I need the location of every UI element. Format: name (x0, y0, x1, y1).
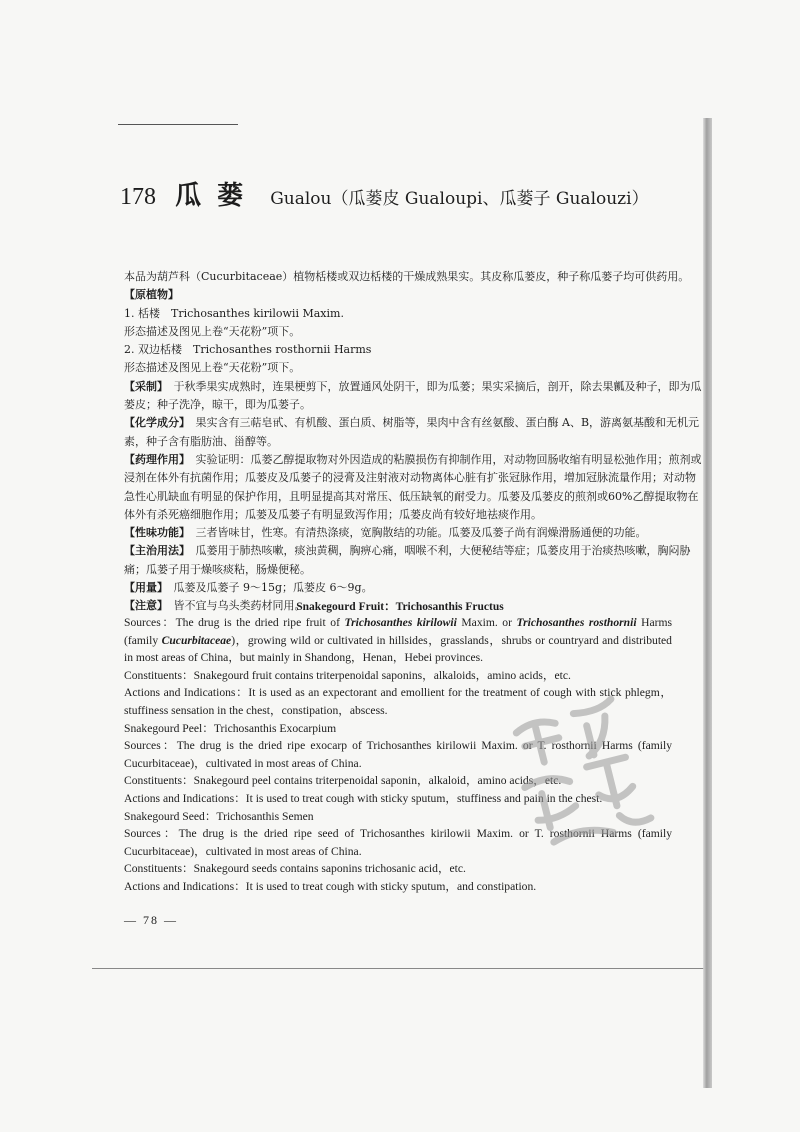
top-rule (118, 124, 238, 125)
en-sources-peel: Sources：The drug is the dried ripe exocarp of Trichosanthes kirilowii Maxim. or T. rosthornii Harms (family Cucurbitaceae)，cultivated in most areas of China. (124, 739, 672, 770)
zh-nature-tag: 【性味功能】 (124, 526, 185, 540)
en-peel-title: Snakegourd Peel：Trichosanthis Exocarpium (124, 721, 337, 735)
page-number: — 78 — (124, 913, 178, 927)
zh-collect-text: 于秋季果实成熟时，连果梗剪下，放置通风处阴干，即为瓜蒌；果实采摘后，剖开，除去果瓤及种子，即为瓜蒌皮；种子洗净，晾干，即为瓜蒌子。 (124, 379, 702, 412)
zh-plant-tag: 【原植物】 (124, 288, 179, 302)
zh-intro: 本品为葫芦科（Cucurbitaceae）植物栝楼或双边栝楼的干燥成熟果实。其皮称瓜蒌皮，种子称瓜蒌子均可供药用。 (124, 270, 690, 283)
en-sources-seed: Sources：The drug is the dried ripe seed of Trichosanthes kirilowii Maxim. or T. rosthornii Harms (family Cucurbitaceae)，cultivated in most areas of China. (124, 827, 672, 858)
zh-plant-2: 2. 双边栝楼 Trichosanthes rosthornii Harms (124, 343, 372, 357)
zh-chem-tag: 【化学成分】 (124, 416, 185, 430)
zh-pharm-text: 实验证明：瓜蒌乙醇提取物对外因造成的粘膜损伤有抑制作用，对动物回肠收缩有明显松弛作用；煎剂或浸剂在体外有抗菌作用；瓜蒌皮及瓜蒌子的浸膏及注射液对动物离体心脏有扩张冠脉作用，增加冠脉流量作用；对动物急性心肌缺血有明显的保护作用，且明显提高其对常压、低压缺氧的耐受力。瓜蒌及瓜蒌皮的煎剂或60%乙醇提取物在体外有杀死癌细胞作用；瓜蒌及瓜蒌子有明显致泻作用；瓜蒌皮尚有较好地祛痰作用。 (124, 452, 702, 521)
zh-dose-tag: 【用量】 (124, 581, 163, 595)
zh-collect-tag: 【采制】 (124, 379, 163, 393)
en-actions-peel: Actions and Indications：It is used to treat cough with sticky sputum，stuffiness and pain in the chest. (124, 791, 603, 805)
en-constituents-peel: Constituents：Snakegourd peel contains triterpenoidal saponin，alkaloid，amino acids，etc. (124, 774, 562, 788)
en-seed-title: Snakegourd Seed：Trichosanthis Semen (124, 809, 314, 823)
en-actions-fruit: Actions and Indications：It is used as an expectorant and emollient for the treatment of cough with stick phlegm，stuffiness sensation in the chest，constipation，abscess. (124, 686, 672, 717)
entry-title-zh: 瓜蒌 (175, 181, 260, 211)
zh-plant-1: 1. 栝楼 Trichosanthes kirilowii Maxim. (124, 306, 344, 320)
zh-nature-text: 三者皆味甘，性寒。有清热涤痰，宽胸散结的功能。瓜蒌及瓜蒌子尚有润燥滑肠通便的功能。 (195, 526, 647, 540)
watermark-seal-icon (508, 688, 658, 858)
en-constituents-fruit: Constituents：Snakegourd fruit contains triterpenoidal saponins，alkaloids，amino acids，etc. (124, 668, 571, 682)
bottom-rule (92, 968, 704, 969)
entry-number: 178 (120, 184, 156, 210)
english-section-title: Snakegourd Fruit：Trichosanthis Fructus (296, 601, 504, 613)
en-constituents-seed: Constituents：Snakegourd seeds contains saponins trichosanic acid，etc. (124, 862, 466, 876)
zh-indic-tag: 【主治用法】 (124, 544, 185, 558)
zh-plant-2-desc: 形态描述及图见上卷“天花粉”项下。 (124, 361, 301, 375)
en-sources-fruit: Sources：The drug is the dried ripe fruit of Trichosanthes kirilowii Maxim. or Trichosanthes rosthornii Harms (family Cucurbitaceae)，growing wild or cultivated in hillsides，grasslands，shrubs or countryard and distributed in most areas of China，but mainly in Shandong，Henan，Hebei provinces. (124, 616, 673, 665)
chinese-text-block (124, 268, 704, 616)
en-actions-seed: Actions and Indications：It is used to treat cough with sticky sputum，and constipation. (124, 879, 537, 893)
zh-plant-1-desc: 形态描述及图见上卷“天花粉”项下。 (124, 324, 301, 338)
zh-pharm-tag: 【药理作用】 (124, 452, 185, 466)
zh-indic-text: 瓜蒌用于肺热咳嗽，痰浊黄稠，胸痹心痛，咽喉不利，大便秘结等症；瓜蒌皮用于治痰热咳嗽，胸闷胁痛；瓜蒌子用于燥咳痰粘，肠燥便秘。 (124, 544, 691, 576)
zh-dose-text: 瓜蒌及瓜蒌子 9～15g；瓜蒌皮 6～9g。 (173, 581, 373, 595)
zh-chem-text: 果实含有三萜皂甙、有机酸、蛋白质、树脂等，果肉中含有丝氨酸、蛋白酶 A、B，游离氨基酸和无机元素，种子含有脂肪油、甾醇等。 (124, 416, 700, 448)
entry-title-en: Gualou（瓜蒌皮 Gualoupi、瓜蒌子 Gualouzi） (270, 189, 649, 209)
zh-note-tag: 【注意】 (124, 599, 163, 613)
entry-title (120, 175, 649, 212)
zh-note-text: 皆不宜与乌头类药材同用。 (173, 599, 306, 613)
